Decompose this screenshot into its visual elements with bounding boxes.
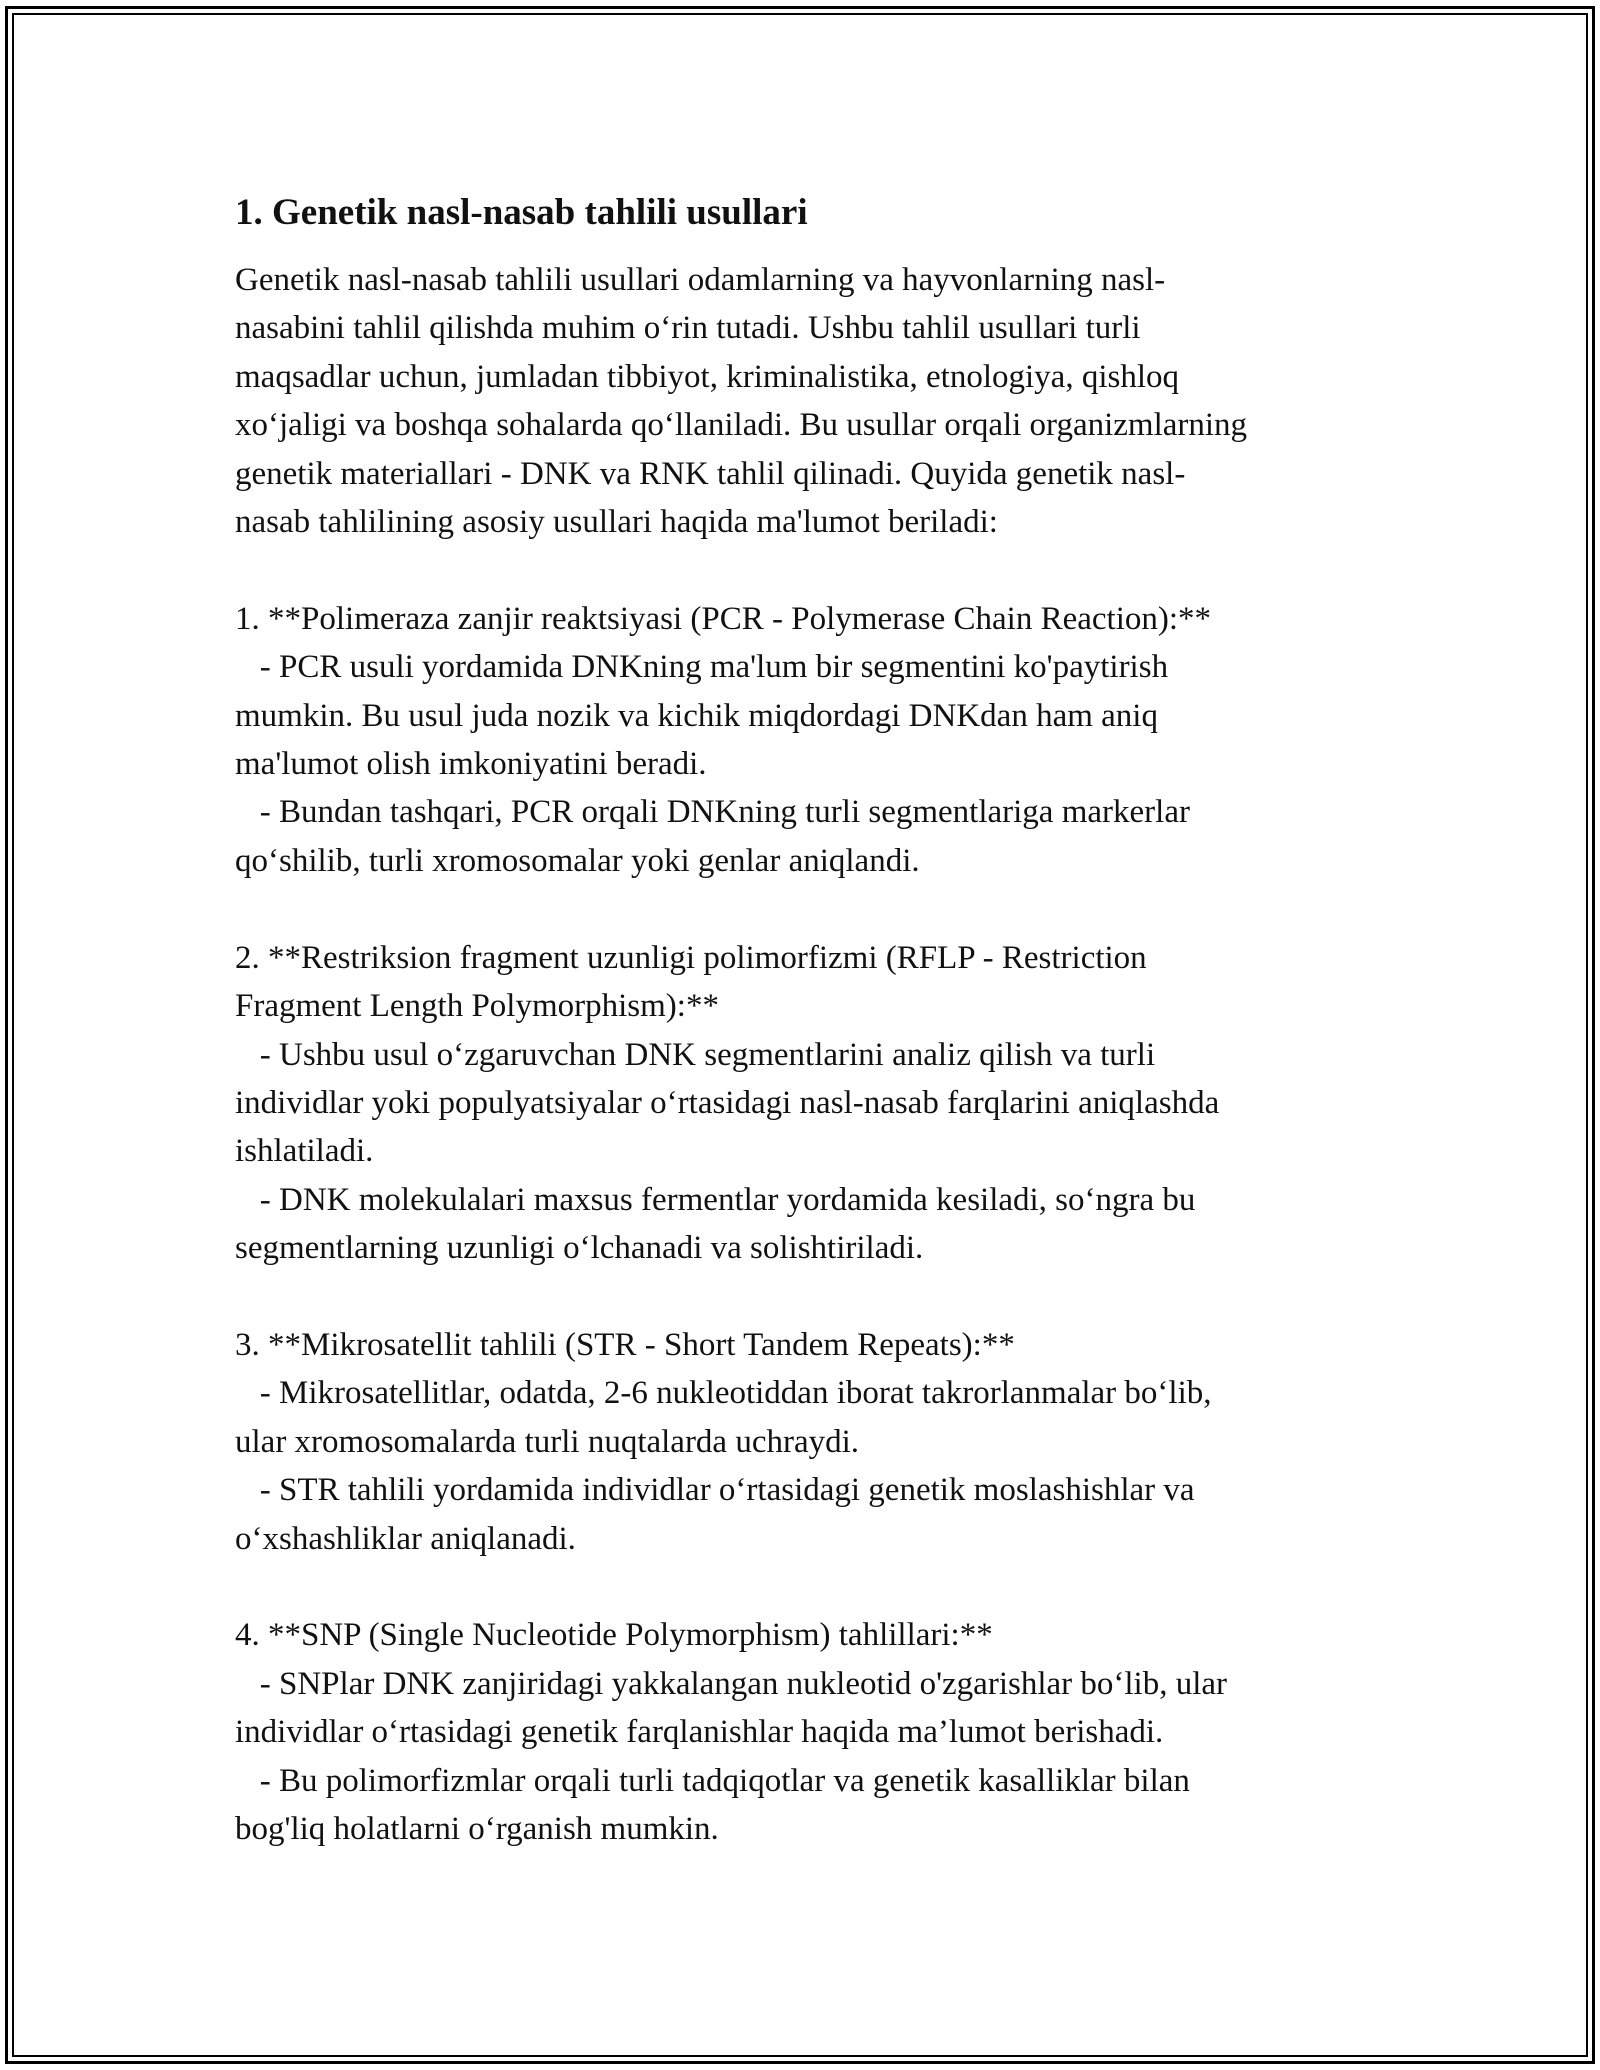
section-title: 1. Genetik nasl-nasab tahlili usullari	[235, 192, 808, 233]
document-content	[235, 186, 1385, 1853]
section-body: Genetik nasl-nasab tahlili usullari odamlarning va hayvonlarning nasl- nasabini tahlil qilishda muhim o‘rin tutadi. Ushbu tahlil usullari turli maqsadlar uchun, jumladan tibbiyot, kriminalistika, etnologiya, qishloq xo‘jaligi va boshqa sohalarda qo‘llaniladi. Bu usullar orqali organizmlarning genetik materiallari - DNK va RNK tahlil qilinadi. Quyida genetik nasl- nasab tahlilining asosiy usullari haqida ma'lumot beriladi: 1. **Polimeraza zanjir reaktsiyasi (PCR - Polymerase Chain Reaction):** - PCR usuli yordamida DNKning ma'lum bir segmentini ko'paytirish mumkin. Bu usul juda nozik va kichik miqdordagi DNKdan ham aniq ma'lumot olish imkoniyatini beradi. - Bundan tashqari, PCR orqali DNKning turli segmentlariga markerlar qo‘shilib, turli xromosomalar yoki genlar aniqlandi. 2. **Restriksion fragment uzunligi polimorfizmi (RFLP - Restriction Fragment Length Polymorphism):** - Ushbu usul o‘zgaruvchan DNK segmentlarini analiz qilish va turli individlar yoki populyatsiyalar o‘rtasidagi nasl-nasab farqlarini aniqlashda ishlatiladi. - DNK molekulalari maxsus fermentlar yordamida kesiladi, so‘ngra bu segmentlarning uzunligi o‘lchanadi va solishtiriladi. 3. **Mikrosatellit tahlili (STR - Short Tandem Repeats):** - Mikrosatellitlar, odatda, 2-6 nukleotiddan iborat takrorlanmalar bo‘lib, ular xromosomalarda turli nuqtalarda uchraydi. - STR tahlili yordamida individlar o‘rtasidagi genetik moslashishlar va o‘xshashliklar aniqlanadi. 4. **SNP (Single Nucleotide Polymorphism) tahlillari:** - SNPlar DNK zanjiridagi yakkalangan nukleotid o'zgarishlar bo‘lib, ular individlar o‘rtasidagi genetik farqlanishlar haqida ma’lumot berishadi. - Bu polimorfizmlar orqali turli tadqiqotlar va genetik kasalliklar bilan bog'liq holatlarni o‘rganish mumkin.	[235, 262, 1248, 1847]
